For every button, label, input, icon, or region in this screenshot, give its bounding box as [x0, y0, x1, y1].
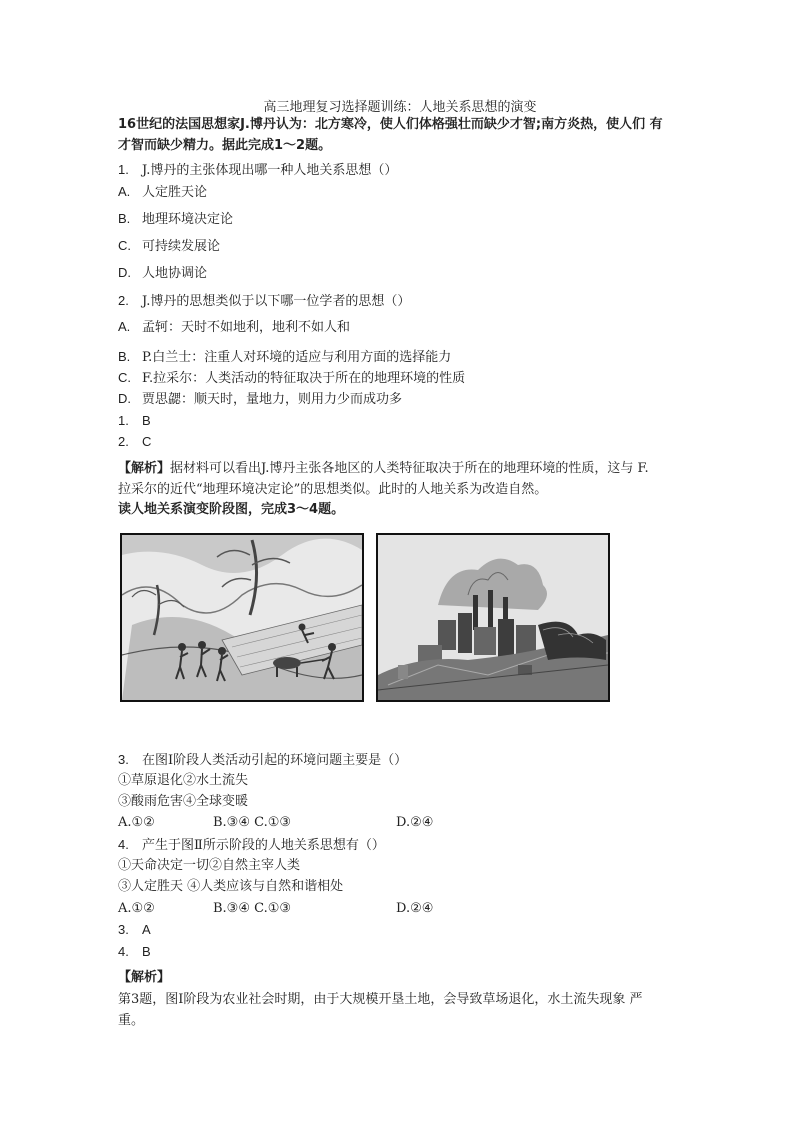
- q2-option-d: [118, 390, 402, 408]
- question-number: 4.: [118, 837, 129, 852]
- question-4: [118, 836, 385, 854]
- industrial-city-illustration: [378, 535, 608, 700]
- option-label: B.: [118, 211, 131, 226]
- answer-number: 1.: [118, 413, 129, 428]
- question-text: J.博丹的主张体现出哪一种人地关系思想（）: [142, 163, 398, 178]
- question-2: [118, 292, 410, 310]
- figure-stage-2-industrial: [376, 533, 610, 702]
- q1-option-b: [118, 210, 233, 228]
- q2-option-b: [118, 348, 451, 366]
- option-label: C.: [118, 238, 131, 253]
- intro-2: 读人地关系演变阶段图，完成3～4题。: [118, 502, 345, 517]
- q3-choices: [118, 814, 433, 831]
- option-label: B.: [118, 349, 131, 364]
- option-text: 可持续发展论: [142, 239, 221, 254]
- option-text: 人定胜天论: [142, 185, 208, 200]
- analysis-1-line-2: 拉采尔的近代“地理环境决定论”的思想类似。此时的人地关系为改造自然。: [118, 482, 548, 497]
- question-number: 1.: [118, 162, 129, 177]
- analysis-2-line-1: 第3题，图Ⅰ阶段为农业社会时期，由于大规模开垦土地，会导致草场退化，水土流失现象 严: [118, 992, 643, 1007]
- q1-option-d: [118, 264, 207, 282]
- option-text: 人地协调论: [142, 266, 208, 281]
- analysis-1-line-1: [118, 460, 649, 477]
- q1-option-c: [118, 237, 220, 255]
- answer-value: A: [142, 922, 151, 937]
- analysis-text: 据材料可以看出J.博丹主张各地区的人类特征取决于所在的地理环境的性质，这与 F.: [170, 461, 649, 476]
- question-text: 产生于图Ⅱ所示阶段的人地关系思想有（）: [142, 838, 385, 853]
- question-3: [118, 751, 407, 769]
- option-label: D.: [118, 391, 131, 406]
- analysis-tag: 【解析】: [118, 461, 171, 476]
- option-text: 孟轲：天时不如地利，地利不如人和: [142, 320, 351, 335]
- question-text: J.博丹的思想类似于以下哪一位学者的思想（）: [142, 294, 411, 309]
- option-text: P.白兰士：注重人对环境的适应与利用方面的选择能力: [142, 350, 452, 365]
- q2-option-c: [118, 369, 465, 387]
- choice-d: D.②④: [396, 815, 434, 830]
- answer-number: 4.: [118, 944, 129, 959]
- choice-a: A.①②: [118, 901, 155, 916]
- answer-value: B: [142, 944, 151, 959]
- answer-2: [118, 433, 151, 451]
- q4-items-2: ③人定胜天 ④人类应该与自然和谐相处: [118, 879, 344, 894]
- answer-4: [118, 943, 151, 961]
- answer-value: C: [142, 434, 152, 449]
- q3-items-1: ①草原退化②水土流失: [118, 773, 249, 788]
- option-label: C.: [118, 370, 131, 385]
- option-label: A.: [118, 319, 131, 334]
- question-number: 3.: [118, 752, 129, 767]
- choice-d: D.②④: [396, 901, 434, 916]
- answer-number: 2.: [118, 434, 129, 449]
- intro-1-line-1: 16世纪的法国思想家J.博丹认为：北方寒冷，使人们体格强壮而缺少才智;南方炎热，使人们 有: [118, 117, 663, 132]
- choice-a: A.①②: [118, 815, 155, 830]
- q1-option-a: [118, 183, 207, 201]
- q4-choices: [118, 900, 433, 917]
- q3-items-2: ③酸雨危害④全球变暖: [118, 794, 249, 809]
- answer-number: 3.: [118, 922, 129, 937]
- intro-1-line-2: 才智而缺少精力。据此完成1～2题。: [118, 138, 332, 153]
- farming-scene-illustration: [122, 535, 362, 700]
- analysis-2-tag: 【解析】: [118, 970, 171, 985]
- option-text: F.拉采尔：人类活动的特征取决于所在的地理环境的性质: [142, 371, 466, 386]
- answer-3: [118, 921, 151, 939]
- question-1: [118, 161, 397, 179]
- answer-value: B: [142, 413, 151, 428]
- choice-b-c: B.③④ C.①③: [213, 901, 292, 916]
- option-text: 地理环境决定论: [142, 212, 234, 227]
- answer-1: [118, 412, 151, 430]
- question-text: 在图Ⅰ阶段人类活动引起的环境问题主要是（）: [142, 753, 408, 768]
- option-text: 贾思勰：顺天时，量地力，则用力少而成功多: [142, 392, 403, 407]
- figure-stage-1-agriculture: [120, 533, 364, 702]
- q4-items-1: ①天命决定一切②自然主宰人类: [118, 858, 301, 873]
- page-title: 高三地理复习选择题训练：人地关系思想的演变: [263, 100, 537, 115]
- question-number: 2.: [118, 293, 129, 308]
- choice-b-c: B.③④ C.①③: [213, 815, 292, 830]
- option-label: A.: [118, 184, 131, 199]
- q2-option-a: [118, 318, 350, 336]
- analysis-2-line-2: 重。: [118, 1013, 145, 1028]
- option-label: D.: [118, 265, 131, 280]
